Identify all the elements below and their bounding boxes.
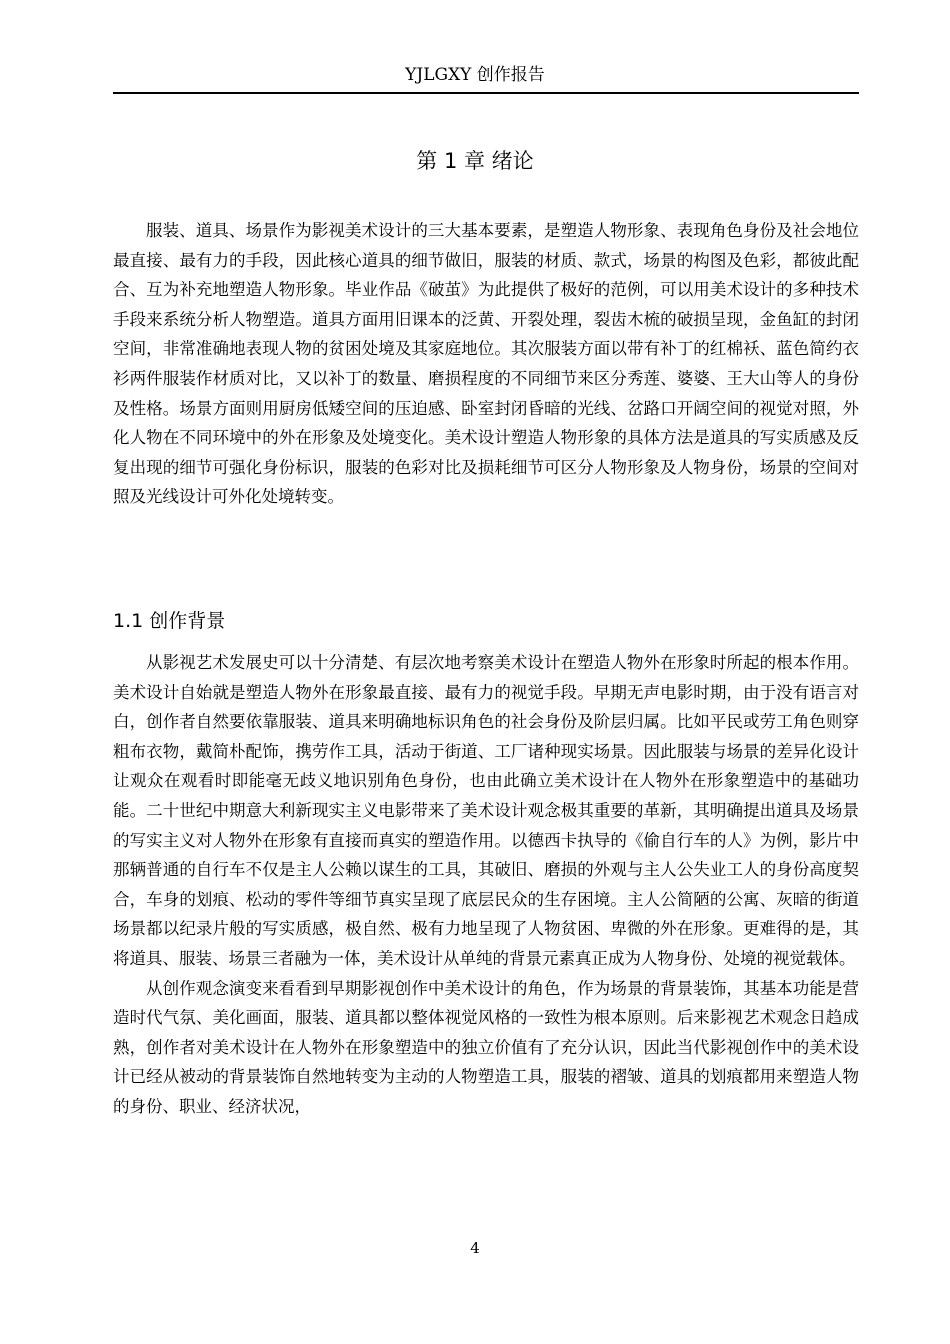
page-number: 4 [470, 1239, 480, 1257]
intro-paragraph: 服装、道具、场景作为影视美术设计的三大基本要素，是塑造人物形象、表现角色身份及社会地位最直接、最有力的手段，因此核心道具的细节做旧，服装的材质、款式，场景的构图及色彩，都彼此配合、互为补充地塑造人物形象。毕业作品《破茧》为此提供了极好的范例，可以用美术设计的多种技术手段来系统分析人物塑造。道具方面用旧课本的泛黄、开裂处理，裂齿木梳的破损呈现，金鱼缸的封闭空间，非常准确地表现人物的贫困处境及其家庭地位。其次服装方面以带有补丁的红棉袄、蓝色简约衣衫两件服装作材质对比，又以补丁的数量、磨损程度的不同细节来区分秀莲、婆婆、王大山等人的身份及性格。场景方面则用厨房低矮空间的压迫感、卧室封闭昏暗的光线、岔路口开阔空间的视觉对照，外化人物在不同环境中的外在形象及处境变化。美术设计塑造人物形象的具体方法是道具的写实质感及反复出现的细节可强化身份标识，服装的色彩对比及损耗细节可区分人物形象及人物身份，场景的空间对照及光线设计可外化处境转变。 [113, 221, 859, 507]
intro-block [113, 216, 859, 512]
section-body [113, 648, 859, 1122]
running-header: YJLGXY 创作报告 [405, 65, 545, 85]
header-divider [113, 92, 859, 94]
section-heading: 1.1 创作背景 [113, 610, 226, 632]
section-paragraph: 从创作观念演变来看看到早期影视创作中美术设计的角色，作为场景的背景装饰，其基本功能是营造时代气氛、美化画面，服装、道具都以整体视觉风格的一致性为根本原则。后来影视艺术观念日趋成熟，创作者对美术设计在人物外在形象塑造中的独立价值有了充分认识，因此当代影视创作中的美术设计已经从被动的背景装饰自然地转变为主动的人物塑造工具，服装的褶皱、道具的划痕都用来塑造人物的身份、职业、经济状况， [113, 978, 859, 1116]
section-paragraph: 从影视艺术发展史可以十分清楚、有层次地考察美术设计在塑造人物外在形象时所起的根本作用。美术设计自始就是塑造人物外在形象最直接、最有力的视觉手段。早期无声电影时期，由于没有语言对白，创作者自然要依靠服装、道具来明确地标识角色的社会身份及阶层归属。比如平民或劳工角色则穿粗布衣物，戴简朴配饰，携劳作工具，活动于街道、工厂诸种现实场景。因此服装与场景的差异化设计让观众在观看时即能毫无歧义地识别角色身份，也由此确立美术设计在人物外在形象塑造中的基础功能。二十世纪中期意大利新现实主义电影带来了美术设计观念极其重要的革新，其明确提出道具及场景的写实主义对人物外在形象有直接而真实的塑造作用。以德西卡执导的《偷自行车的人》为例，影片中那辆普通的自行车不仅是主人公赖以谋生的工具，其破旧、磨损的外观与主人公失业工人的身份高度契合，车身的划痕、松动的零件等细节真实呈现了底层民众的生存困境。主人公简陋的公寓、灰暗的街道场景都以纪录片般的写实质感，极自然、极有力地呈现了人物贫困、卑微的外在形象。更难得的是，其将道具、服装、场景三者融为一体，美术设计从单纯的背景元素真正成为人物身份、处境的视觉载体。 [113, 653, 859, 968]
chapter-title: 第 1 章 绪论 [416, 149, 534, 173]
